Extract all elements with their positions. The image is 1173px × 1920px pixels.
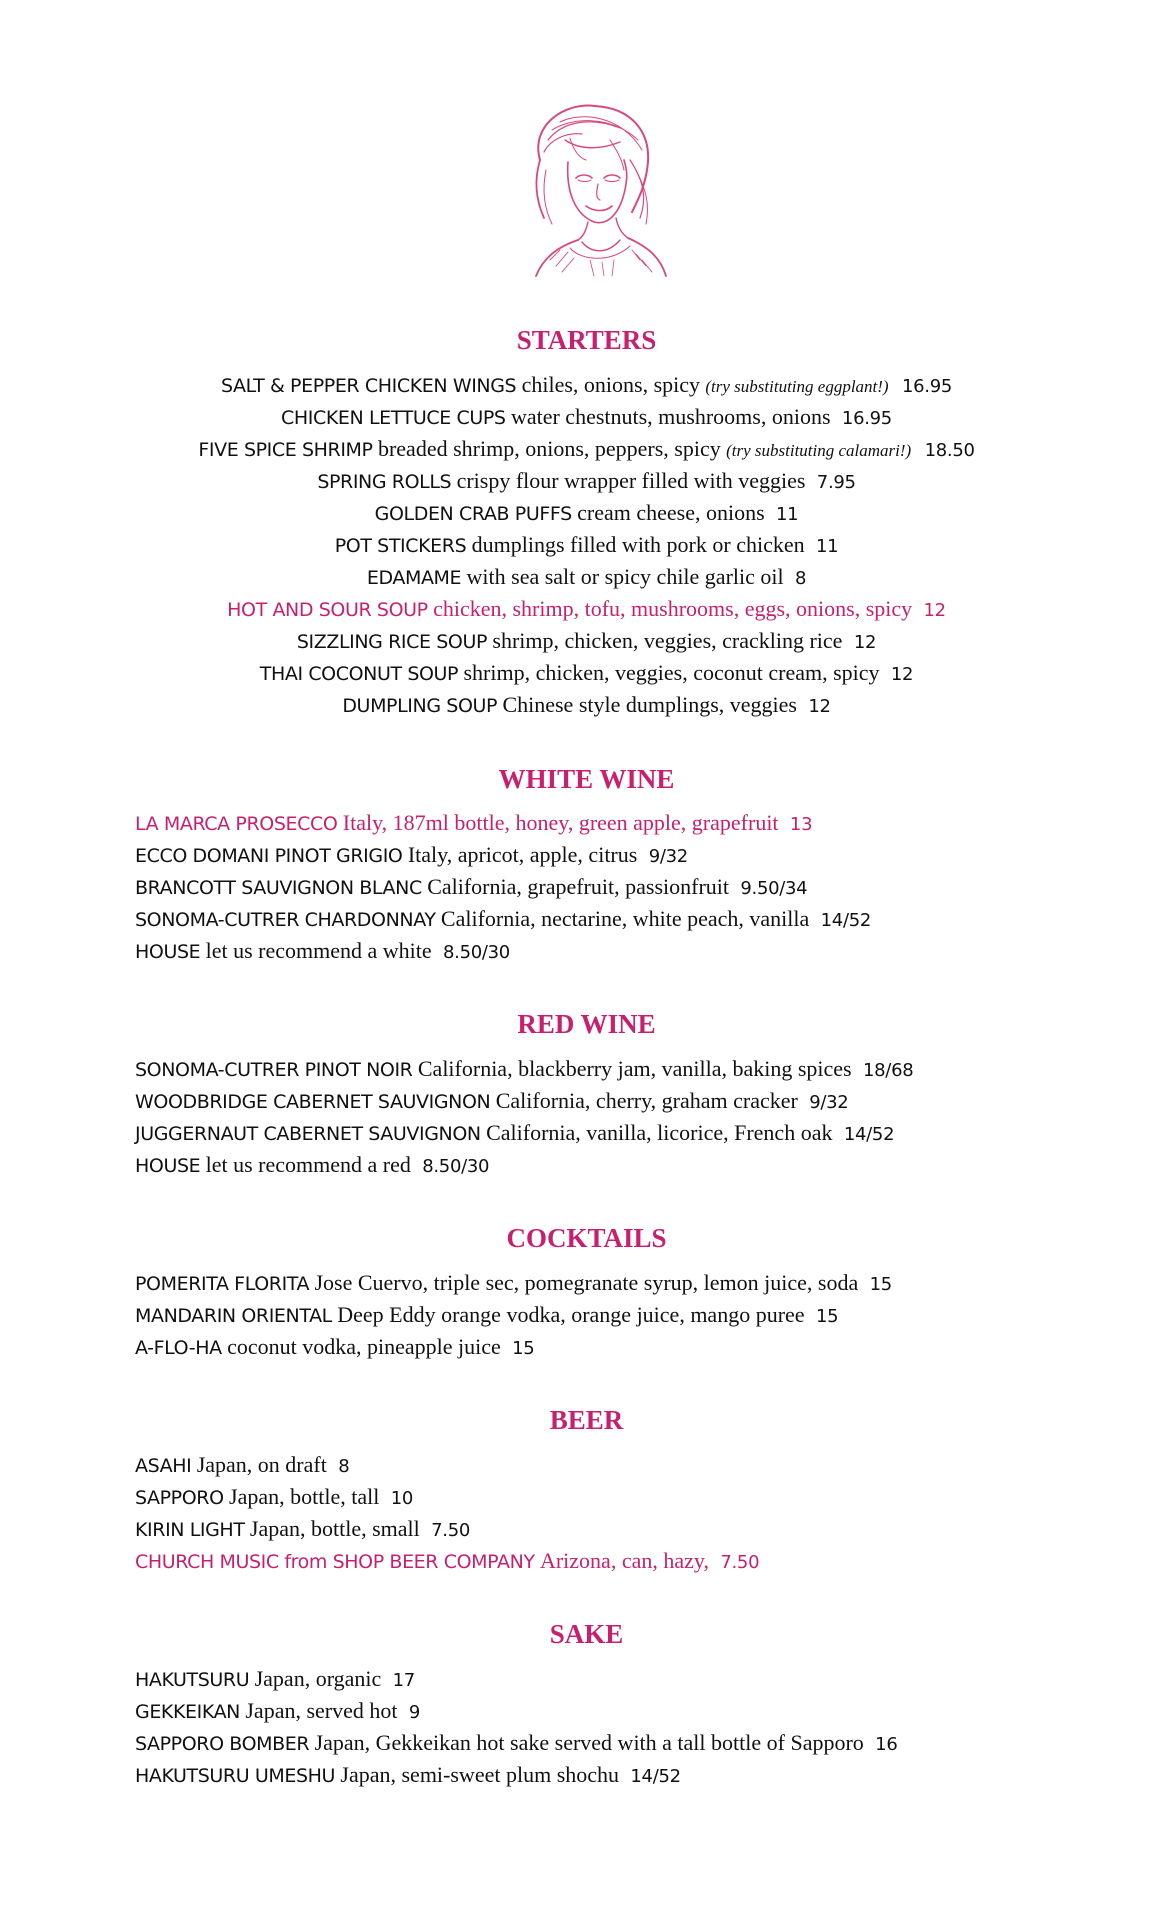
item-description: Japan, served hot — [245, 1698, 398, 1723]
item-note: (try substituting eggplant!) — [705, 377, 889, 396]
item-name: SPRING ROLLS — [317, 471, 452, 493]
item-name: ECCO DOMANI PINOT GRIGIO — [135, 845, 403, 867]
item-name: GOLDEN CRAB PUFFS — [374, 503, 572, 525]
menu-item — [135, 1299, 1135, 1331]
menu-item — [0, 401, 1173, 433]
item-price: 10 — [390, 1488, 413, 1509]
menu-item — [0, 369, 1173, 401]
portrait-sketch-icon — [470, 100, 710, 280]
item-price: 16 — [875, 1734, 898, 1755]
item-price: 15 — [869, 1274, 892, 1295]
menu-item — [135, 1481, 1135, 1513]
item-name: DUMPLING SOUP — [342, 695, 498, 717]
item-description: let us recommend a white — [205, 938, 432, 963]
item-price: 7.50 — [720, 1552, 760, 1573]
item-description: California, vanilla, licorice, French oak — [486, 1120, 833, 1145]
item-name: POMERITA FLORITA — [135, 1273, 310, 1295]
item-price: 14/52 — [630, 1766, 681, 1787]
menu-item-featured — [0, 593, 1173, 625]
beer-list — [135, 1449, 1135, 1577]
item-description: Italy, apricot, apple, citrus — [407, 842, 638, 867]
item-name: SAPPORO — [135, 1487, 224, 1509]
menu-item — [135, 1117, 1135, 1149]
item-description: crispy flour wrapper filled with veggies — [456, 468, 806, 493]
section-title-starters: STARTERS — [516, 325, 657, 355]
item-price: 9 — [408, 1702, 421, 1723]
item-description: breaded shrimp, onions, peppers, spicy — [377, 436, 721, 461]
item-price: 14/52 — [843, 1124, 895, 1145]
item-price: 15 — [512, 1338, 535, 1359]
item-description: Chinese style dumplings, veggies — [502, 692, 797, 717]
red-wine-list — [135, 1053, 1135, 1181]
menu-item — [135, 1663, 1135, 1695]
item-name: GEKKEIKAN — [135, 1701, 240, 1723]
item-name: JUGGERNAUT CABERNET SAUVIGNON — [135, 1123, 481, 1145]
item-description: Japan, Gekkeikan hot sake served with a tall bottle of Sapporo — [314, 1730, 864, 1755]
menu-item — [135, 1759, 1135, 1791]
item-description: cream cheese, onions — [577, 500, 765, 525]
menu-item — [0, 465, 1173, 497]
menu-item — [135, 903, 1135, 935]
item-name: SONOMA-CUTRER CHARDONNAY — [135, 909, 436, 931]
menu-item — [0, 433, 1173, 465]
item-description: Deep Eddy orange vodka, orange juice, mango puree — [337, 1302, 805, 1327]
menu-item — [135, 1149, 1135, 1181]
item-description: Jose Cuervo, triple sec, pomegranate syrup, lemon juice, soda — [314, 1270, 859, 1295]
item-name: ASAHI — [135, 1455, 192, 1477]
item-price: 9/32 — [648, 846, 688, 867]
menu-item — [135, 1695, 1135, 1727]
menu-item — [0, 625, 1173, 657]
item-description: California, cherry, graham cracker — [495, 1088, 798, 1113]
item-description: let us recommend a red — [205, 1152, 411, 1177]
item-price: 14/52 — [820, 910, 872, 931]
item-price: 16.95 — [841, 408, 892, 429]
item-name: HOUSE — [135, 1155, 201, 1177]
menu-item — [135, 839, 1135, 871]
item-description: Japan, bottle, small — [249, 1516, 420, 1541]
item-name: THAI COCONUT SOUP — [259, 663, 459, 685]
item-name: SONOMA-CUTRER PINOT NOIR — [135, 1059, 413, 1081]
menu-item-featured — [135, 1545, 1135, 1577]
item-price: 18/68 — [863, 1060, 914, 1081]
item-description: California, blackberry jam, vanilla, baking spices — [417, 1056, 852, 1081]
item-price: 18.50 — [924, 440, 975, 461]
item-name: MANDARIN ORIENTAL — [135, 1305, 332, 1327]
item-price: 12 — [808, 696, 831, 717]
item-price: 11 — [776, 504, 799, 525]
item-price: 9/32 — [809, 1092, 849, 1113]
item-name: SAPPORO BOMBER — [135, 1733, 310, 1755]
item-description: Japan, on draft — [196, 1452, 327, 1477]
item-description: Japan, bottle, tall — [229, 1484, 380, 1509]
menu-item-featured — [135, 807, 1135, 839]
item-description: Japan, semi-sweet plum shochu — [340, 1762, 620, 1787]
item-price: 17 — [392, 1670, 415, 1691]
item-description: Arizona, can, hazy, — [539, 1548, 709, 1573]
item-description: shrimp, chicken, veggies, crackling rice — [492, 628, 843, 653]
section-title-beer: BEER — [549, 1405, 624, 1435]
item-description: chiles, onions, spicy — [521, 372, 701, 397]
menu-item — [135, 1267, 1135, 1299]
section-title-white-wine: WHITE WINE — [498, 764, 675, 794]
menu-item — [135, 1727, 1135, 1759]
item-name: CHICKEN LETTUCE CUPS — [281, 407, 506, 429]
cocktails-list — [135, 1267, 1135, 1363]
starters-list — [0, 369, 1173, 721]
menu-item — [135, 1053, 1135, 1085]
item-price: 12 — [890, 664, 914, 685]
item-description: shrimp, chicken, veggies, coconut cream, spicy — [463, 660, 880, 685]
white-wine-list — [135, 807, 1135, 967]
item-name: POT STICKERS — [334, 535, 467, 557]
sake-list — [135, 1663, 1135, 1791]
item-name: HAKUTSURU — [135, 1669, 250, 1691]
item-name: LA MARCA PROSECCO — [135, 813, 338, 835]
item-name: A-FLO-HA — [135, 1337, 222, 1359]
item-description: California, grapefruit, passionfruit — [427, 874, 729, 899]
menu-item — [135, 1513, 1135, 1545]
item-name: WOODBRIDGE CABERNET SAUVIGNON — [135, 1091, 491, 1113]
menu-item — [135, 871, 1135, 903]
item-price: 11 — [815, 536, 839, 557]
item-name: CHURCH MUSIC from SHOP BEER COMPANY — [135, 1551, 535, 1573]
item-description: water chestnuts, mushrooms, onions — [510, 404, 831, 429]
menu-item — [0, 529, 1173, 561]
section-title-cocktails: COCKTAILS — [506, 1223, 667, 1253]
menu-item — [0, 497, 1173, 529]
item-price: 9.50/34 — [740, 878, 808, 899]
item-price: 8 — [794, 568, 807, 589]
item-description: dumplings filled with pork or chicken — [471, 532, 805, 557]
item-name: HAKUTSURU UMESHU — [135, 1765, 336, 1787]
item-description: Japan, organic — [254, 1666, 382, 1691]
item-description: Italy, 187ml bottle, honey, green apple, grapefruit — [342, 810, 779, 835]
menu-item — [135, 935, 1135, 967]
item-name: FIVE SPICE SHRIMP — [198, 439, 373, 461]
section-title-sake: SAKE — [549, 1619, 624, 1649]
item-name: SIZZLING RICE SOUP — [296, 631, 488, 653]
menu-item — [0, 561, 1173, 593]
item-description: coconut vodka, pineapple juice — [227, 1334, 501, 1359]
menu-item — [135, 1331, 1135, 1363]
item-note: (try substituting calamari!) — [726, 441, 912, 460]
menu-item — [0, 657, 1173, 689]
menu-item — [135, 1085, 1135, 1117]
item-name: HOT AND SOUR SOUP — [227, 599, 428, 621]
item-name: BRANCOTT SAUVIGNON BLANC — [135, 877, 422, 899]
item-price: 16.95 — [901, 376, 953, 397]
item-name: SALT & PEPPER CHICKEN WINGS — [220, 375, 517, 397]
item-price: 8 — [338, 1456, 350, 1477]
section-title-red-wine: RED WINE — [517, 1009, 656, 1039]
item-description: with sea salt or spicy chile garlic oil — [466, 564, 784, 589]
item-name: KIRIN LIGHT — [135, 1519, 245, 1541]
item-price: 7.50 — [431, 1520, 471, 1541]
item-price: 7.95 — [816, 472, 856, 493]
item-name: EDAMAME — [366, 567, 462, 589]
menu-item — [135, 1449, 1135, 1481]
item-price: 12 — [853, 632, 877, 653]
item-price: 12 — [923, 600, 946, 621]
item-price: 13 — [789, 814, 813, 835]
item-price: 15 — [815, 1306, 839, 1327]
item-price: 8.50/30 — [443, 942, 510, 963]
item-description: California, nectarine, white peach, vanilla — [440, 906, 810, 931]
item-price: 8.50/30 — [422, 1156, 490, 1177]
item-name: HOUSE — [135, 941, 201, 963]
menu-item — [0, 689, 1173, 721]
item-description: chicken, shrimp, tofu, mushrooms, eggs, onions, spicy — [433, 596, 913, 621]
